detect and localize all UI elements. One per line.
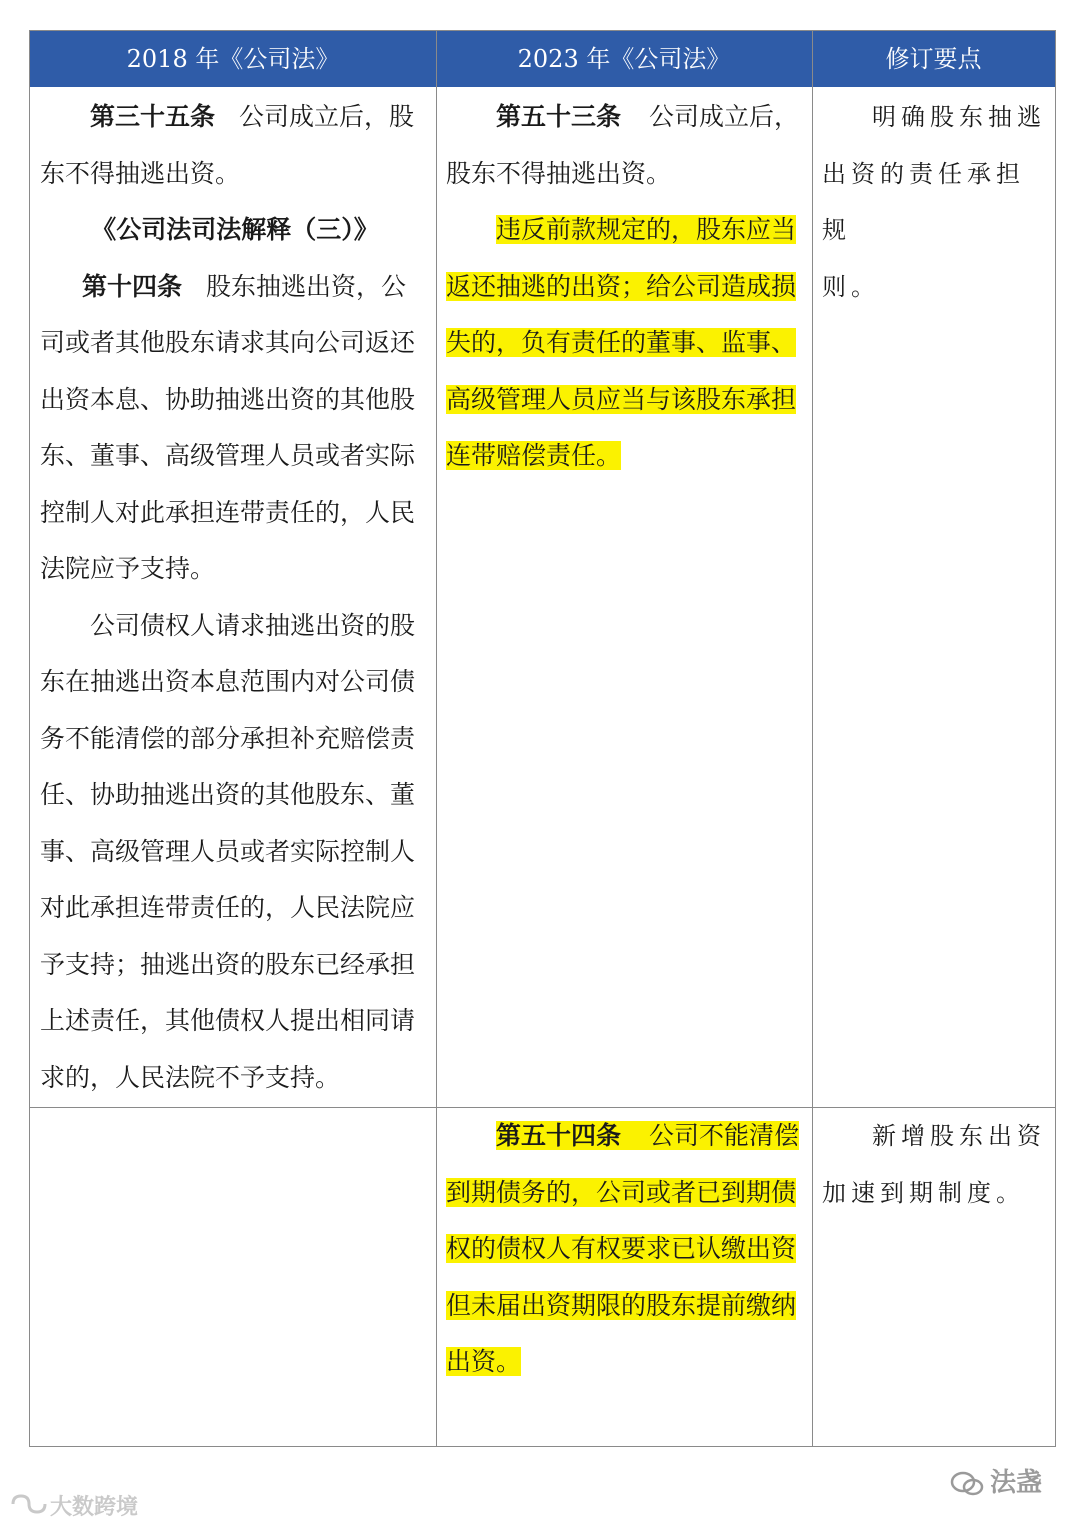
text-line: 东、董事、高级管理人员或者实际 [40,441,416,470]
article-35-title: 第三十五条 [90,102,216,131]
text-line: 事、高级管理人员或者实际控制人 [40,836,416,866]
article-14-text: 股东抽逃出资，公 [206,271,407,301]
article-54-title: 第五十四条 [496,1121,622,1150]
text-line: 出资本息、协助抽逃出资的其他股 [40,384,416,414]
row1-col3-key-point [822,89,1050,315]
text-line: 予支持；抽逃出资的股东已经承担 [40,949,416,979]
watermark-left-text: 大数跨境 [50,1495,139,1520]
text-line: 公司债权人请求抽逃出资的股 [90,610,416,640]
header-key-points: 修订要点 [885,45,982,73]
row2-col2-2023-text [446,1108,806,1391]
header-2018: 2018 年《公司法》 [126,45,340,73]
highlighted-text: 违反前款规定的，股东应当 [496,215,797,244]
highlighted-text: 返还抽逃的出资；给公司造成损 [446,271,797,301]
comparison-table [29,30,1056,1447]
wechat-icon [950,1471,984,1497]
highlighted-text: 出资。 [446,1347,522,1376]
brand-logo-icon [10,1494,50,1520]
header-2023: 2023 年《公司法》 [517,45,731,73]
article-53-title: 第五十三条 [496,102,622,131]
text-line: 则。 [822,272,880,301]
column-divider [812,31,813,1446]
text-line: 东在抽逃出资本息范围内对公司债 [40,667,416,696]
highlighted-text: 连带赔偿责任。 [446,441,622,470]
watermark-right [950,1462,1042,1499]
text-line: 司或者其他股东请求其向公司返还 [40,328,416,357]
text-line: 出资的责任承担规 [822,159,1025,244]
article-35-text: 公司成立后，股 [239,102,415,131]
row1-col2-2023-text [446,89,806,485]
article-35-text-cont: 东不得抽逃出资。 [40,158,241,188]
article-53-text: 公司成立后， [649,102,800,131]
watermark-right-text: 法盏 [990,1468,1043,1498]
highlighted-text: 高级管理人员应当与该股东承担 [446,384,797,414]
highlighted-text: 到期债务的，公司或者已到期债 [446,1177,797,1207]
text-line: 求的，人民法院不予支持。 [40,1062,341,1092]
text-line: 上述责任，其他债权人提出相同请 [40,1006,416,1035]
judicial-interpretation-title: 《公司法司法解释（三）》 [91,215,379,244]
text-line: 务不能清偿的部分承担补充赔偿责 [40,723,416,753]
watermark-left [10,1490,138,1521]
article-53-text-cont: 股东不得抽逃出资。 [446,158,672,188]
table-header [30,31,1055,87]
article-14-title: 第十四条 [82,271,183,301]
text-line: 新增股东出资 [872,1122,1046,1150]
highlighted-text: 但未届出资期限的股东提前缴纳 [446,1290,797,1320]
text-line: 法院应予支持。 [40,554,216,583]
text-line: 对此承担连带责任的，人民法院应 [40,893,416,922]
highlighted-text: 失的，负有责任的董事、监事、 [446,328,797,357]
column-divider [436,31,437,1446]
row2-col3-key-point [822,1108,1050,1221]
text-line: 任、协助抽逃出资的其他股东、董 [40,780,416,809]
highlighted-text: 权的债权人有权要求已认缴出资 [446,1234,797,1263]
row1-col1-2018-text [40,89,430,1106]
text-line: 加速到期制度。 [822,1178,1025,1207]
text-line: 控制人对此承担连带责任的，人民 [40,497,416,527]
text-line: 明确股东抽逃 [872,103,1046,131]
article-54-text: 公司不能清偿 [649,1121,800,1150]
